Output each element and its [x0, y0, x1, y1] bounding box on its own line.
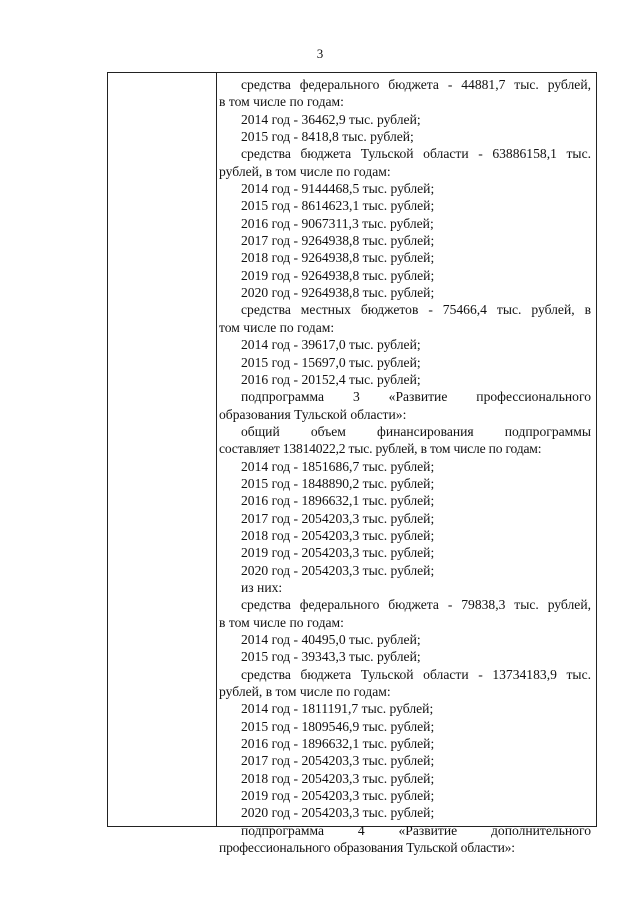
text-line: 2018 год - 2054203,3 тыс. рублей; — [241, 527, 435, 543]
text-line: 2017 год - 2054203,3 тыс. рублей; — [241, 753, 435, 769]
text-line: 2014 год - 36462,9 тыс. рублей; — [241, 111, 421, 127]
text-line: средства федерального бюджета - 44881,7 тыс. рублей, — [241, 77, 591, 92]
text-line: 2018 год - 2054203,3 тыс. рублей; — [241, 770, 435, 786]
text-line: 2014 год - 9144468,5 тыс. рублей; — [241, 181, 435, 197]
text-line: 2017 год - 2054203,3 тыс. рублей; — [241, 510, 435, 526]
text-line: рублей, в том числе по годам: — [219, 163, 391, 179]
text-line: 2015 год - 8418,8 тыс. рублей; — [241, 129, 414, 145]
text-line: 2016 год - 20152,4 тыс. рублей; — [241, 371, 421, 387]
text-line: в том числе по годам: — [219, 94, 344, 110]
text-line: в том числе по годам: — [219, 614, 344, 630]
text-line: средства федерального бюджета - 79838,3 тыс. рублей, — [241, 597, 591, 613]
text-line: 2019 год - 9264938,8 тыс. рублей; — [241, 267, 435, 283]
text-line: том числе по годам: — [219, 319, 335, 335]
text-line: 2014 год - 1811191,7 тыс. рублей; — [241, 701, 434, 717]
page-number: 3 — [316, 46, 324, 61]
text-line: 2014 год - 39617,0 тыс. рублей; — [241, 337, 421, 353]
text-line: 2014 год - 1851686,7 тыс. рублей; — [241, 458, 435, 474]
text-line: 2014 год - 40495,0 тыс. рублей; — [241, 632, 421, 647]
text-line: 2019 год - 2054203,3 тыс. рублей; — [241, 545, 435, 561]
text-line: из них: — [241, 579, 283, 595]
text-line: рублей, в том числе по годам: — [219, 684, 391, 700]
text-line: образования Тульской области»: — [219, 406, 407, 422]
text-line: 2016 год - 1896632,1 тыс. рублей; — [241, 493, 435, 509]
text-line: общий объем финансирования подпрограммы — [241, 423, 591, 439]
text-line: 2015 год - 8614623,1 тыс. рублей; — [241, 198, 435, 214]
text-line: 2020 год - 2054203,3 тыс. рублей; — [241, 562, 435, 578]
text-line: подпрограмма 3 «Развитие профессионального — [241, 389, 591, 405]
text-line: средства бюджета Тульской области - 63886158,1 тыс. — [241, 146, 591, 162]
text-line: подпрограмма 4 «Развитие дополнительного — [241, 822, 591, 838]
column-divider — [216, 73, 217, 826]
text-line: 2019 год - 2054203,3 тыс. рублей; — [241, 788, 435, 804]
text-line: профессионального образования Тульской области»: — [219, 840, 515, 856]
text-line: 2015 год - 39343,3 тыс. рублей; — [241, 649, 421, 665]
text-line: 2016 год - 1896632,1 тыс. рублей; — [241, 736, 435, 752]
text-line: 2020 год - 9264938,8 тыс. рублей; — [241, 285, 435, 301]
text-line: 2018 год - 9264938,8 тыс. рублей; — [241, 250, 435, 266]
text-line: средства местных бюджетов - 75466,4 тыс. рублей, в — [241, 302, 591, 318]
text-line: 2017 год - 9264938,8 тыс. рублей; — [241, 233, 435, 249]
text-line: 2015 год - 1848890,2 тыс. рублей; — [241, 475, 435, 491]
text-line: 2016 год - 9067311,3 тыс. рублей; — [241, 215, 434, 231]
document-table — [107, 72, 597, 856]
text-line: составляет 13814022,2 тыс. рублей, в том числе по годам: — [219, 441, 542, 457]
text-line: 2015 год - 1809546,9 тыс. рублей; — [241, 718, 435, 734]
table-right-cell — [219, 76, 591, 856]
text-line: 2020 год - 2054203,3 тыс. рублей; — [241, 805, 435, 821]
text-line: 2015 год - 15697,0 тыс. рублей; — [241, 354, 421, 370]
text-line: средства бюджета Тульской области - 13734183,9 тыс. — [241, 666, 591, 682]
